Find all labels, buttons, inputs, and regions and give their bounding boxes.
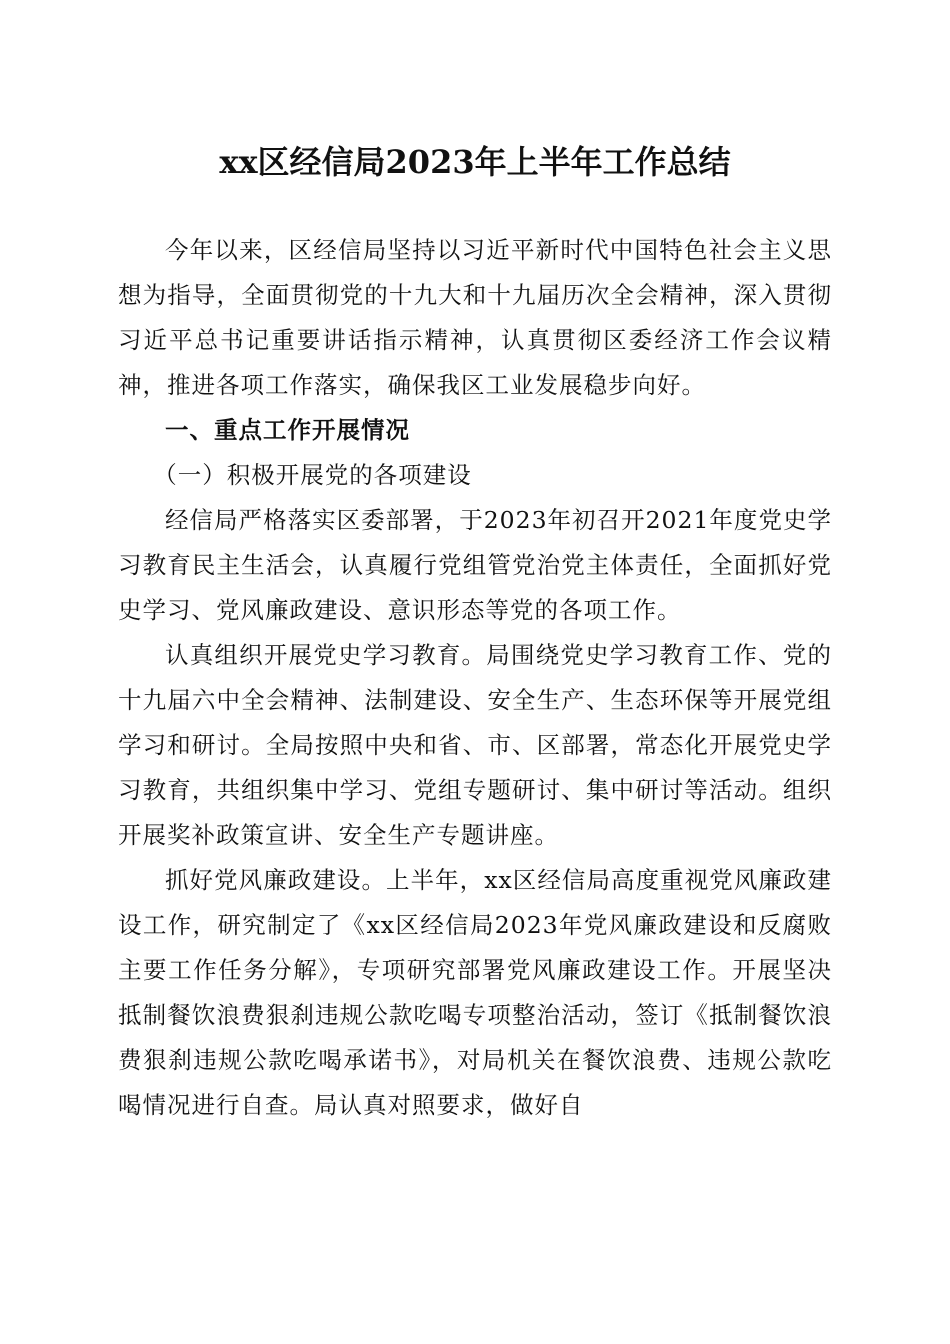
intro-paragraph: 今年以来，区经信局坚持以习近平新时代中国特色社会主义思想为指导，全面贯彻党的十九大和十九届历次全会精神，深入贯彻习近平总书记重要讲话指示精神，认真贯彻区委经济工作会议精神，推进各项工作落实，确保我区工业发展稳步向好。: [118, 236, 832, 399]
body-paragraph: 经信局严格落实区委部署，于2023年初召开2021年度党史学习教育民主生活会，认真履行党组管党治党主体责任，全面抓好党史学习、党风廉政建设、意识形态等党的各项工作。: [118, 506, 832, 624]
body-paragraph: 认真组织开展党史学习教育。局围绕党史学习教育工作、党的十九届六中全会精神、法制建设、安全生产、生态环保等开展党组学习和研讨。全局按照中央和省、市、区部署，常态化开展党史学习教育，共组织集中学习、党组专题研讨、集中研讨等活动。组织开展奖补政策宣讲、安全生产专题讲座。: [118, 641, 832, 849]
body-paragraph: 抓好党风廉政建设。上半年，xx区经信局高度重视党风廉政建设工作，研究制定了《xx区经信局2023年党风廉政建设和反腐败主要工作任务分解》，专项研究部署党风廉政建设工作。开展坚决抵制餐饮浪费狠刹违规公款吃喝专项整治活动，签订《抵制餐饮浪费狠刹违规公款吃喝承诺书》，对局机关在餐饮浪费、违规公款吃喝情况进行自查。局认真对照要求，做好自: [118, 866, 832, 1119]
document-title: xx区经信局2023年上半年工作总结: [219, 143, 731, 181]
document-body: [118, 228, 832, 1128]
section-heading-1: 一、重点工作开展情况: [165, 416, 410, 444]
subsection-heading-1: （一）积极开展党的各项建设: [153, 461, 472, 489]
